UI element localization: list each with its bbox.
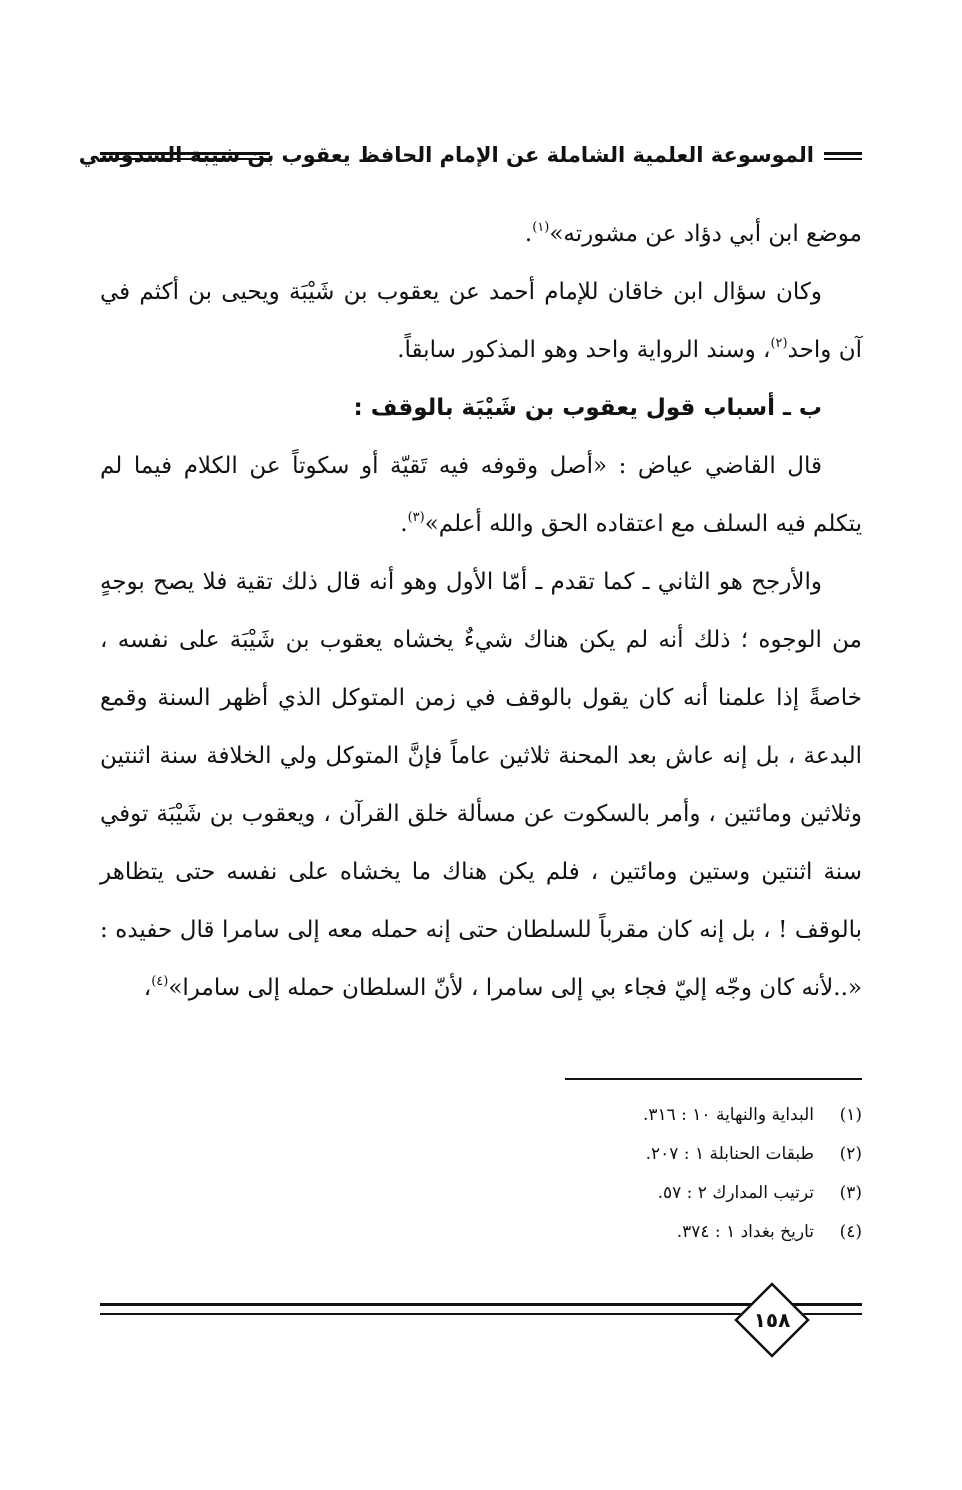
header-rule-right (824, 152, 862, 160)
footnote-text: طبقات الحنابلة ١ : ٢٠٧. (645, 1144, 814, 1164)
paragraph-text: موضع ابن أبي دؤاد عن مشورته» (549, 221, 862, 247)
paragraph-end: . (524, 221, 533, 247)
footnote (420, 1135, 862, 1174)
paragraph-text: وكان سؤال ابن خاقان للإمام أحمد عن يعقوب بن شَيْبَة ويحيى بن أكثم في آن واحد (100, 279, 862, 363)
footnote-text: ترتيب المدارك ٢ : ٥٧. (657, 1183, 814, 1203)
footnote-text: تاريخ بغداد ١ : ٣٧٤. (676, 1222, 814, 1242)
body-text (100, 205, 862, 1017)
paragraph-text: قال القاضي عياض : «أصل وقوفه فيه تَقيّة أو سكوتاً عن الكلام فيما لم يتكلم فيه السلف مع اعتقاده الحق والله أعلم» (100, 453, 862, 537)
header-rule-left (100, 152, 270, 160)
footnote (420, 1213, 862, 1252)
footnotes (420, 1096, 862, 1252)
paragraph (100, 553, 862, 1017)
footnote-ref: (٢) (770, 336, 788, 351)
paragraph (100, 437, 862, 553)
paragraph-end: ، (143, 975, 152, 1001)
footnote (420, 1096, 862, 1135)
paragraph-text: والأرجح هو الثاني ـ كما تقدم ـ أمّا الأول وهو أنه قال ذلك تقية فلا يصح بوجهٍ من الوجوه ؛ ذلك أنه لم يكن هناك شيءٌ يخشاه يعقوب بن شَيْبَة على نفسه ، خاصةً إذا علمنا أنه كان يقول بالوقف في زمن المتوكل الذي أظهر السنة وقمع البدعة ، بل إنه عاش بعد المحنة ثلاثين عاماً فإنَّ المتوكل ولي الخلافة سنة اثنتين وثلاثين ومائتين ، وأمر بالسكوت عن مسألة خلق القرآن ، ويعقوب بن شَيْبَة توفي سنة اثنتين وستين ومائتين ، فلم يكن هناك ما يخشاه على نفسه حتى يتظاهر بالوقف ! ، بل إنه كان مقرباً للسلطان حتى إنه حمله معه إلى سامرا قال حفيده : «..لأنه كان وجّه إليّ فجاء بي إلى سامرا ، لأنّ السلطان حمله إلى سامرا» (100, 569, 862, 1001)
footnote-separator (565, 1078, 862, 1080)
paragraph-continuation (100, 205, 862, 263)
paragraph-end: . (400, 511, 408, 537)
header-title: الموسوعة العلمية الشاملة عن الإمام الحافظ يعقوب بن شيبة السدوسي (78, 143, 814, 167)
page-number-badge (734, 1282, 810, 1358)
paragraph-end: ، وسند الرواية واحد وهو المذكور سابقاً. (397, 337, 771, 363)
footnote-ref: (١) (532, 220, 550, 235)
footnote-number: (٤) (839, 1222, 862, 1242)
footnote (420, 1174, 862, 1213)
footnote-number: (٣) (839, 1183, 862, 1203)
footnote-number: (٢) (839, 1144, 862, 1164)
footnote-number: (١) (839, 1105, 862, 1125)
footnote-ref: (٤) (151, 974, 169, 989)
running-header (78, 140, 862, 174)
section-heading: ب ـ أسباب قول يعقوب بن شَيْبَة بالوقف : (353, 395, 822, 421)
page-number: ١٥٨ (753, 1308, 791, 1332)
footnote-text: البداية والنهاية ١٠ : ٣١٦. (642, 1105, 814, 1125)
paragraph (100, 263, 862, 379)
footnote-ref: (٣) (407, 510, 425, 525)
